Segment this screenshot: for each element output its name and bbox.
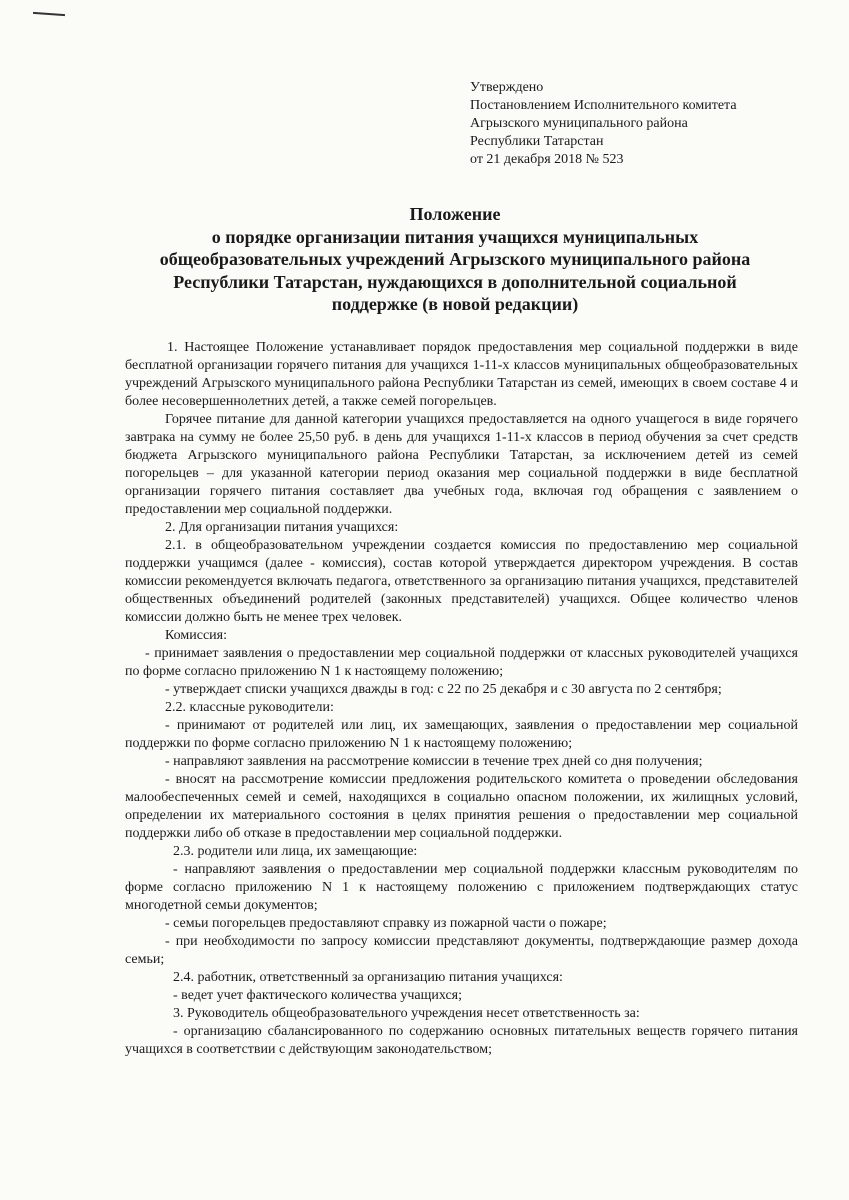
document-body [125,339,798,1059]
approval-line: Агрызского муниципального района [470,116,688,131]
paragraph: 1. Настоящее Положение устанавливает порядок предоставления мер социальной поддержки в виде бесплатной организации горячего питания для учащихся 1-11-х классов муниципальных общеобразовательных учреждений Агрызского муниципального района Республики Татарстан из семей, имеющих в своем составе 4 и более несовершеннолетних детей, а также семей погорельцев. [125,340,798,409]
title-line: Положение [409,204,501,224]
paragraph: 3. Руководитель общеобразовательного учреждения несет ответственность за: [173,1006,640,1021]
paragraph: - направляют заявления на рассмотрение комиссии в течение трех дней со дня получения; [165,754,703,769]
paragraph: 2.1. в общеобразовательном учреждении создается комиссия по предоставлению мер социальной поддержки учащимся (далее - комиссия), состав которой утверждается директором учреждения. В состав комиссии рекомендуется включать педагога, ответственного за организацию питания учащихся, представителей общественных объединений родителей (законных представителей) учащихся. Общее количество членов комиссии должно быть не менее трех человек. [125,538,798,625]
title-line: общеобразовательных учреждений Агрызского муниципального района [159,249,751,269]
paragraph: - организацию сбалансированного по содержанию основных питательных веществ горячего питания учащихся в соответствии с действующим законодательством; [125,1024,798,1057]
paragraph: 2.4. работник, ответственный за организацию питания учащихся: [173,970,563,985]
approval-line: Утверждено [470,80,544,95]
paragraph: - направляют заявления о предоставлении мер социальной поддержки классным руководителям по форме согласно приложению N 1 к настоящему положению с приложением подтверждающих статус многодетной семьи документов; [125,862,798,913]
approval-stamp [470,79,737,169]
paragraph: - семьи погорельцев предоставляют справку из пожарной части о пожаре; [165,916,607,931]
document-title [110,203,800,316]
pen-mark [33,12,65,16]
approval-line: от 21 декабря 2018 № 523 [470,152,624,167]
paragraph: - ведет учет фактического количества учащихся; [173,988,462,1003]
title-line: поддержке (в новой редакции) [331,294,579,314]
approval-line: Республики Татарстан [470,134,604,149]
paragraph: - принимает заявления о предоставлении мер социальной поддержки от классных руководителей учащихся по форме согласно приложению N 1 к настоящему положению; [125,646,798,679]
paragraph: Комиссия: [165,628,227,643]
paragraph: 2.2. классные руководители: [165,700,334,715]
paragraph: 2.3. родители или лица, их замещающие: [173,844,418,859]
paragraph: 2. Для организации питания учащихся: [165,520,399,535]
paragraph: - вносят на рассмотрение комиссии предложения родительского комитета о проведении обследования малообеспеченных семей и семей, находящихся в социально опасном положении, их жилищных условий, определении их материального состояния в целях принятия решения о предоставлении мер социальной поддержки либо об отказе в предоставлении мер социальной поддержки. [125,772,798,841]
paragraph: - при необходимости по запросу комиссии представляют документы, подтверждающие размер дохода семьи; [125,934,798,967]
paragraph: Горячее питание для данной категории учащихся предоставляется на одного учащегося в виде горячего завтрака на сумму не более 25,50 руб. в день для учащихся 1-11-х классов в период обучения за счет средств бюджета Агрызского муниципального района Республики Татарстан, за исключением детей из семей погорельцев – для указанной категории период оказания мер социальной поддержки в виде бесплатной организации горячего питания составляет два учебных года, включая год обращения с заявлением о предоставлении мер социальной поддержки. [125,412,798,517]
title-line: Республики Татарстан, нуждающихся в дополнительной социальной [173,271,737,292]
title-line: о порядке организации питания учащихся муниципальных [211,226,699,247]
paragraph: - принимают от родителей или лиц, их замещающих, заявления о предоставлении мер социальной поддержки по форме согласно приложению N 1 к настоящему положению; [125,718,798,751]
approval-line: Постановлением Исполнительного комитета [470,98,737,113]
paragraph: - утверждает списки учащихся дважды в год: с 22 по 25 декабря и с 30 августа по 2 сентября; [165,682,722,697]
